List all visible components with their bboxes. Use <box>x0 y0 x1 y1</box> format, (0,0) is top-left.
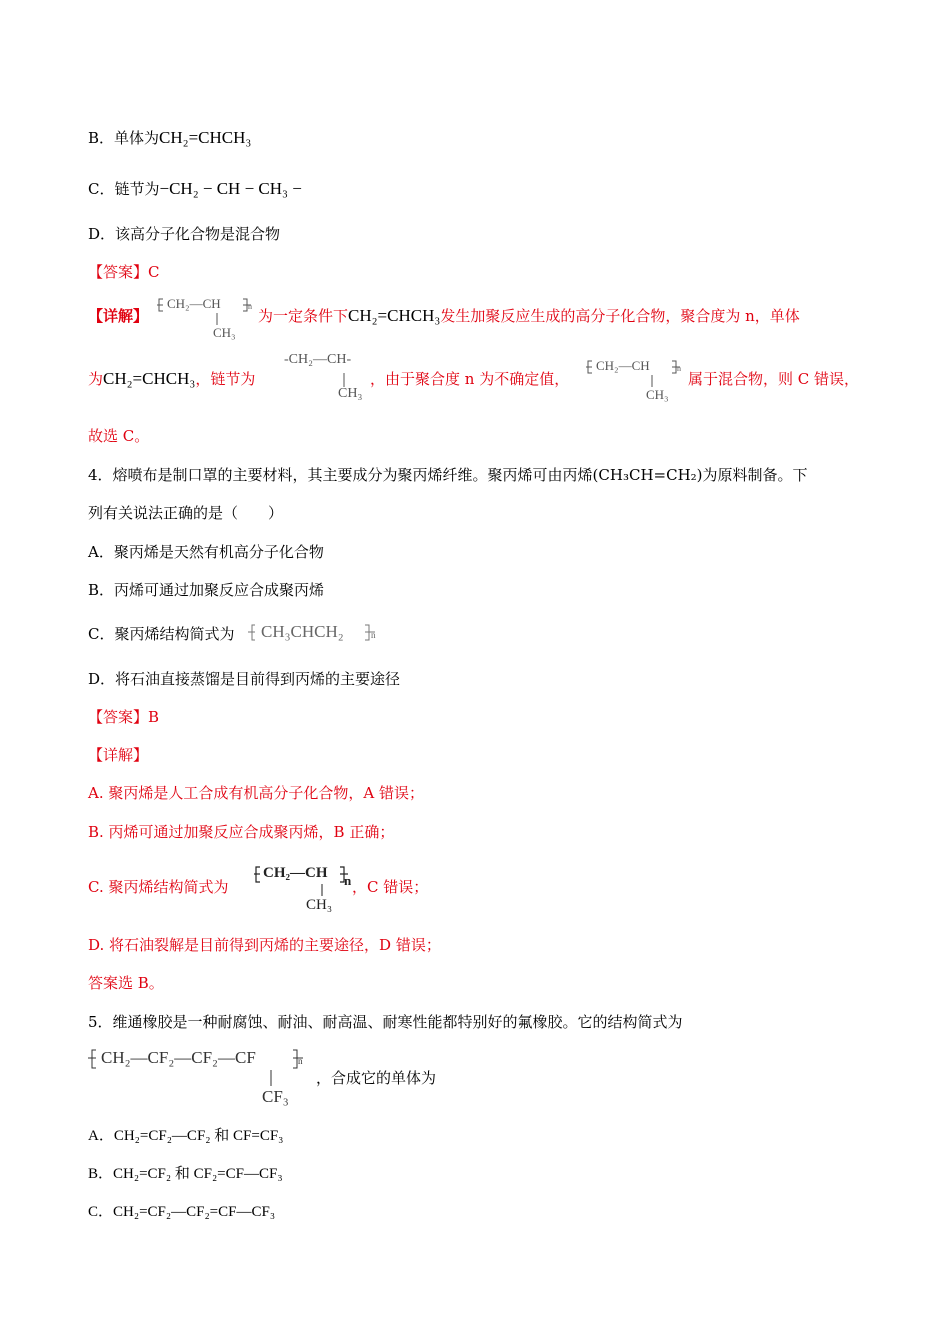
q3-answer: 【答案】C <box>88 263 160 281</box>
q3-option-d: D．该高分子化合物是混合物 <box>88 225 281 243</box>
q4-explanation-c-main: CH₂—CH <box>263 865 328 881</box>
q5-polymer-sub: CF₃ <box>262 1087 289 1106</box>
q4-option-c-n: n <box>371 630 376 640</box>
q4-option-c-structure <box>248 620 388 646</box>
q4-explanation-c-n: n <box>344 873 352 888</box>
q3-detail-1a: 为一定条件下 <box>258 307 349 325</box>
q3-polymer-main: CH₂—CH <box>167 296 221 311</box>
q3-detail-2b: ，链节为 <box>195 370 256 388</box>
q3-polymer-2-main: CH₂—CH <box>596 358 650 373</box>
q4-option-c-prefix: C．聚丙烯结构简式为 <box>88 625 235 643</box>
q3-detail-1b: 发生加聚反应生成的高分子化合物，聚合度为 n，单体 <box>440 307 800 325</box>
q3-repeat-unit <box>284 352 374 404</box>
q3-option-b <box>88 128 251 148</box>
q4-explanation-b: B. 丙烯可通过加聚反应合成聚丙烯，B 正确； <box>88 823 395 841</box>
q4-option-c <box>88 624 234 644</box>
q3-polymer-2-sub: CH₃ <box>646 387 669 402</box>
q3-detail-line-2a <box>88 369 255 389</box>
q3-detail-2-formula: CH₂=CHCH₃ <box>103 369 196 388</box>
q4-explanation-c-prefix: C. 聚丙烯结构简式为 <box>88 878 229 896</box>
q4-option-c-formula: CH₃CHCH₂ <box>261 622 344 641</box>
q3-detail-2c: ，由于聚合度 n 为不确定值， <box>370 370 570 388</box>
q3-repeat-unit-sub: CH₃ <box>338 386 363 401</box>
q3-detail-label: 【详解】 <box>88 307 149 325</box>
q5-polymer-main: CH₂—CF₂—CF₂—CF <box>101 1048 256 1067</box>
q4-option-d: D．将石油直接蒸馏是目前得到丙烯的主要途径 <box>88 670 401 688</box>
q4-stem-line-1: 4．熔喷布是制口罩的主要材料，其主要成分为聚丙烯纤维。聚丙烯可由丙烯(CH₃CH=CH₂)为原料制备。下 <box>88 466 808 484</box>
q4-detail-label: 【详解】 <box>88 746 149 764</box>
q3-detail-line-1 <box>258 306 800 326</box>
q4-explanation-a: A. 聚丙烯是人工合成有机高分子化合物，A 错误； <box>88 784 424 802</box>
q5-polymer-structure <box>88 1048 318 1108</box>
q3-detail-2a: 为 <box>88 370 104 388</box>
q3-detail-line-3: 故选 C。 <box>88 427 150 445</box>
q5-polymer-n: n <box>298 1056 303 1066</box>
q3-option-b-formula: CH₂=CHCH₃ <box>159 128 252 147</box>
q3-polymer-2-n: n <box>677 364 681 373</box>
q4-explanation-d: D. 将石油裂解是目前得到丙烯的主要途径，D 错误； <box>88 936 441 954</box>
q4-option-a: A．聚丙烯是天然有机高分子化合物 <box>88 543 324 561</box>
q3-option-c-formula: −CH₂ − CH − CH₃ − <box>159 179 302 198</box>
q5-option-b: B．CH₂=CF₂ 和 CF₂=CF—CF₃ <box>88 1166 283 1182</box>
q5-option-c: C．CH₂=CF₂—CF₂=CF—CF₃ <box>88 1204 276 1220</box>
q4-explanation-c-structure <box>254 864 364 916</box>
q3-polymer-structure-2 <box>586 358 686 406</box>
q3-detail-2d: 属于混合物，则 C 错误， <box>688 370 860 388</box>
q4-option-b: B．丙烯可通过加聚反应合成聚丙烯 <box>88 581 325 599</box>
q3-polymer-sub: CH₃ <box>213 325 236 340</box>
q3-detail-1-formula: CH₂=CHCH₃ <box>348 306 441 325</box>
q3-polymer-n: n <box>248 302 252 311</box>
q3-option-b-prefix: B．单体为 <box>88 129 160 147</box>
q4-explanation-c-suffix: ，C 错误； <box>352 878 429 896</box>
q3-option-c-prefix: C．链节为 <box>88 180 160 198</box>
q4-explanation-c-sub: CH₃ <box>306 897 333 913</box>
q5-stem-suffix: ，合成它的单体为 <box>316 1069 437 1087</box>
q4-stem-line-2: 列有关说法正确的是（ ） <box>88 504 284 522</box>
q4-answer: 【答案】B <box>88 708 160 726</box>
q3-polymer-structure <box>157 296 257 344</box>
q5-option-a: A．CH₂=CF₂—CF₂ 和 CF=CF₃ <box>88 1128 284 1144</box>
q3-repeat-unit-main: -CH₂—CH- <box>284 352 352 367</box>
q5-stem: 5．维通橡胶是一种耐腐蚀、耐油、耐高温、耐寒性能都特别好的氟橡胶。它的结构简式为 <box>88 1013 683 1031</box>
q4-conclusion: 答案选 B。 <box>88 974 164 992</box>
q3-option-c <box>88 179 302 199</box>
